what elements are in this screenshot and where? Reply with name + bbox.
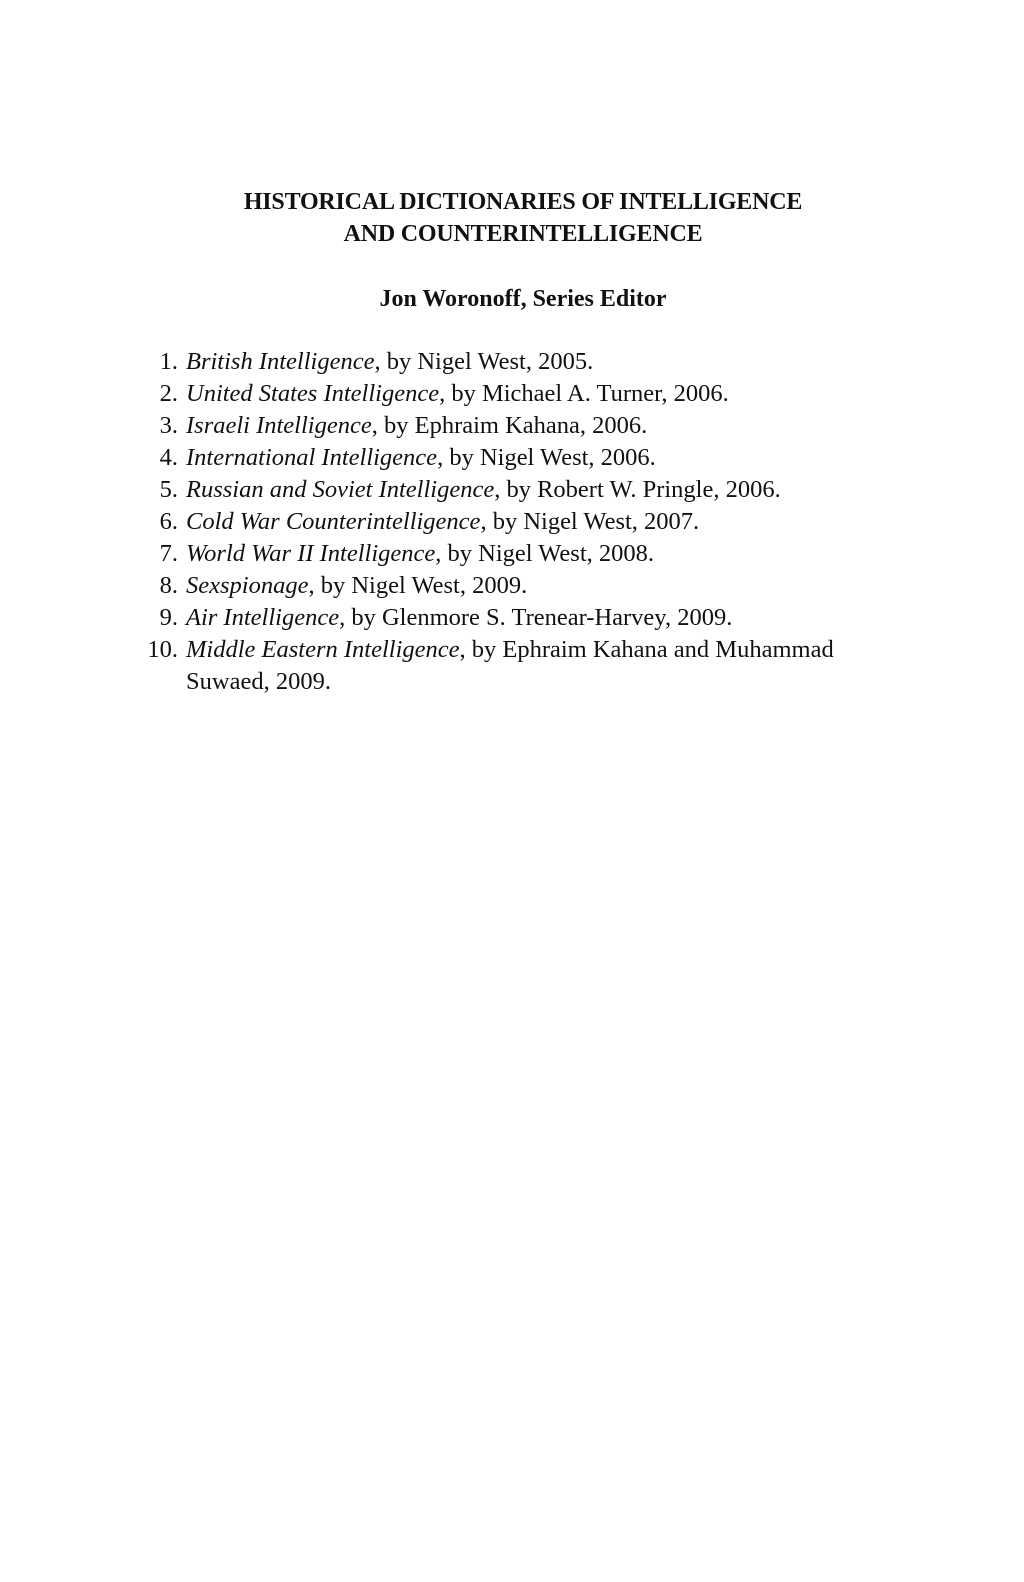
book-details: , by Ephraim Kahana, 2006.	[371, 412, 648, 439]
list-item	[0, 378, 921, 410]
book-details: , by Nigel West, 2009.	[308, 572, 528, 599]
list-item	[0, 538, 921, 570]
item-number: 5.	[159, 476, 178, 503]
book-title: International Intelligence	[186, 444, 438, 471]
book-title: Russian and Soviet Intelligence	[186, 476, 495, 503]
list-item	[0, 506, 921, 538]
book-title: Middle Eastern Intelligence	[186, 636, 460, 663]
book-details: , by Nigel West, 2007.	[480, 508, 700, 535]
book-title: British Intelligence	[186, 348, 375, 375]
book-details: , by Nigel West, 2006.	[437, 444, 656, 471]
series-title	[0, 186, 1024, 250]
book-title: Cold War Counterintelligence	[186, 508, 481, 535]
list-item	[0, 602, 921, 634]
item-number: 6.	[159, 508, 178, 535]
book-title: Israeli Intelligence	[186, 412, 372, 439]
list-item	[0, 346, 921, 378]
item-number: 1.	[159, 348, 178, 375]
book-title: United States Intelligence	[186, 380, 440, 407]
book-list	[0, 346, 1024, 698]
item-number: 4.	[159, 444, 178, 471]
list-item	[0, 442, 921, 474]
series-title-line-2: AND COUNTERINTELLIGENCE	[343, 221, 703, 247]
book-title: Sexspionage	[186, 572, 309, 599]
series-editor: Jon Woronoff, Series Editor	[379, 286, 667, 312]
book-details: , by Nigel West, 2005.	[374, 348, 594, 375]
book-details: , by Glenmore S. Trenear-Harvey, 2009.	[339, 604, 733, 631]
item-number: 10.	[147, 636, 178, 663]
book-title: Air Intelligence	[186, 604, 340, 631]
book-details: , by Ephraim Kahana and Muhammad Suwaed, 2009.	[186, 636, 834, 695]
book-title: World War II Intelligence	[186, 540, 436, 567]
item-number: 3.	[159, 412, 178, 439]
item-number: 2.	[159, 380, 178, 407]
list-item	[0, 474, 921, 506]
item-number: 9.	[159, 604, 178, 631]
item-number: 8.	[159, 572, 178, 599]
series-title-line-1: HISTORICAL DICTIONARIES OF INTELLIGENCE	[243, 189, 803, 215]
book-details: , by Michael A. Turner, 2006.	[439, 380, 729, 407]
list-item	[0, 634, 921, 698]
list-item	[0, 570, 921, 602]
book-details: , by Robert W. Pringle, 2006.	[494, 476, 781, 503]
book-details: , by Nigel West, 2008.	[435, 540, 655, 567]
list-item	[0, 410, 921, 442]
item-number: 7.	[159, 540, 178, 567]
